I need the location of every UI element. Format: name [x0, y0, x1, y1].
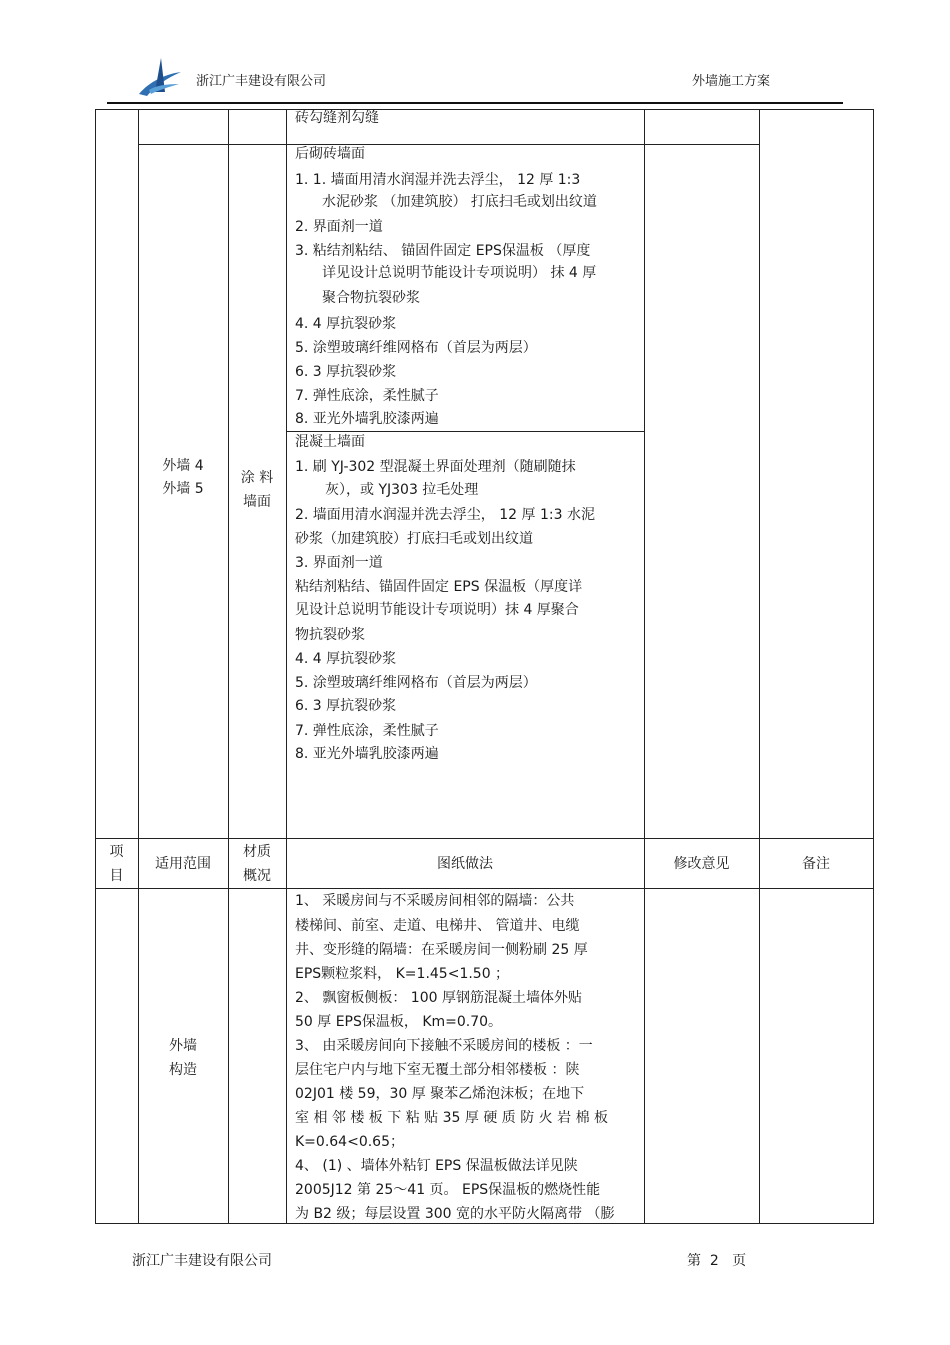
construction-line: K=0.64<0.65； [295, 1134, 404, 1150]
col-header-material: 材质 [243, 844, 271, 860]
brick-line: 4. 4 厚抗裂砂浆 [295, 316, 397, 332]
material-line: 涂 料 [240, 470, 274, 486]
concrete-line: 灰），或 YJ303 拉毛处理 [325, 482, 479, 498]
scope-line: 外墙 [169, 1038, 197, 1054]
construction-line: 井、变形缝的隔墙：在采暖房间一侧粉刷 25 厚 [295, 942, 588, 958]
sub-row-divider [286, 431, 644, 432]
col-header-revision: 修改意见 [673, 856, 730, 872]
construction-line: 02J01 楼 59，30 厚 聚苯乙烯泡沫板；在地下 [295, 1086, 585, 1102]
concrete-wall-heading: 混凝土墙面 [295, 434, 365, 450]
concrete-line: 7. 弹性底涂，柔性腻子 [295, 723, 439, 739]
table-bottom-border [95, 1223, 874, 1224]
row-divider [138, 144, 644, 145]
construction-line: 50 厚 EPS保温板， Km=0.70。 [295, 1014, 503, 1030]
header-company-name: 浙江广丰建设有限公司 [196, 74, 327, 89]
col-border [644, 109, 645, 1223]
concrete-line: 1. 刷 YJ-302 型混凝土界面处理剂（随刷随抹 [295, 459, 576, 475]
col-header-remarks: 备注 [802, 856, 830, 872]
concrete-line: 2. 墙面用清水润湿并洗去浮尘， 12 厚 1:3 水泥 [295, 507, 595, 523]
col-header-method: 图纸做法 [437, 856, 493, 872]
construction-line: EPS颗粒浆料， K=1.45<1.50 ； [295, 966, 510, 982]
col-border [873, 109, 874, 1223]
brick-wall-heading: 后砌砖墙面 [295, 146, 365, 162]
col-border [286, 109, 287, 1223]
col-border [95, 109, 96, 1223]
brick-line: 水泥砂浆 （加建筑胶） 打底扫毛或划出纹道 [322, 194, 597, 210]
header-document-title: 外墙施工方案 [692, 74, 771, 89]
col-border [138, 109, 139, 1223]
col-border [759, 109, 760, 1223]
concrete-line: 5. 涂塑玻璃纤维网格布（首层为两层） [295, 675, 537, 691]
col-header-scope: 适用范围 [155, 856, 211, 872]
brick-line: 7. 弹性底涂，柔性腻子 [295, 388, 439, 404]
col-border [228, 109, 229, 1223]
table-top-border [95, 109, 874, 110]
concrete-line: 4. 4 厚抗裂砂浆 [295, 651, 397, 667]
construction-line: 3、 由采暖房间向下接触不采暖房间的楼板 ：一 [295, 1038, 593, 1054]
header-row-bottom [95, 888, 874, 889]
header-divider [107, 102, 843, 104]
scope-line: 外墙 5 [162, 481, 204, 497]
scope-line: 外墙 4 [162, 458, 204, 474]
brick-line: 详见设计总说明节能设计专项说明） 抹 4 厚 [322, 265, 597, 281]
material-line: 墙面 [243, 494, 271, 510]
top-row-text: 砖勾缝剂勾缝 [295, 110, 379, 126]
scope-line: 构造 [169, 1062, 197, 1078]
col-header-item: 目 [109, 868, 124, 884]
construction-line: 楼梯间、前室、走道、电梯井、 管道井、电缆 [295, 918, 580, 934]
concrete-line: 物抗裂砂浆 [295, 627, 365, 643]
concrete-line: 3. 界面剂一道 [295, 555, 383, 571]
brick-line: 8. 亚光外墙乳胶漆两遍 [295, 411, 439, 427]
brick-line: 1. 1. 墙面用清水润湿并洗去浮尘， 12 厚 1:3 [295, 172, 581, 188]
construction-line: 1、 采暖房间与不采暖房间相邻的隔墙：公共 [295, 893, 575, 909]
brick-line: 聚合物抗裂砂浆 [322, 290, 420, 306]
construction-line: 2005J12 第 25～41 页。 EPS保温板的燃烧性能 [295, 1182, 601, 1198]
header-row-top [95, 838, 874, 839]
concrete-line: 8. 亚光外墙乳胶漆两遍 [295, 746, 439, 762]
construction-line: 4、 (1) 、墙体外粘钉 EPS 保温板做法详见陕 [295, 1158, 578, 1174]
construction-line: 室 相 邻 楼 板 下 粘 贴 35 厚 硬 质 防 火 岩 棉 板 [295, 1110, 609, 1126]
concrete-line: 砂浆（加建筑胶）打底扫毛或划出纹道 [295, 531, 533, 547]
brick-line: 2. 界面剂一道 [295, 219, 383, 235]
footer-company-name: 浙江广丰建设有限公司 [132, 1253, 272, 1269]
construction-line: 2、 飘窗板侧板： 100 厚钢筋混凝土墙体外贴 [295, 990, 582, 1006]
col-header-material: 概况 [243, 868, 271, 884]
construction-line: 为 B2 级；每层设置 300 宽的水平防火隔离带 （膨 [295, 1206, 615, 1222]
concrete-line: 见设计总说明节能设计专项说明）抹 4 厚聚合 [295, 602, 579, 618]
concrete-line: 6. 3 厚抗裂砂浆 [295, 698, 397, 714]
concrete-line: 粘结剂粘结、锚固件固定 EPS 保温板（厚度详 [295, 579, 583, 595]
company-logo [135, 56, 183, 98]
page-number: 第 2 页 [687, 1253, 747, 1269]
row-divider [644, 144, 759, 145]
brick-line: 5. 涂塑玻璃纤维网格布（首层为两层） [295, 340, 537, 356]
brick-line: 6. 3 厚抗裂砂浆 [295, 364, 397, 380]
col-header-item: 项 [109, 844, 124, 860]
brick-line: 3. 粘结剂粘结、 锚固件固定 EPS保温板 （厚度 [295, 243, 591, 259]
construction-line: 层住宅户内与地下室无覆土部分相邻楼板 ：陕 [295, 1062, 580, 1078]
